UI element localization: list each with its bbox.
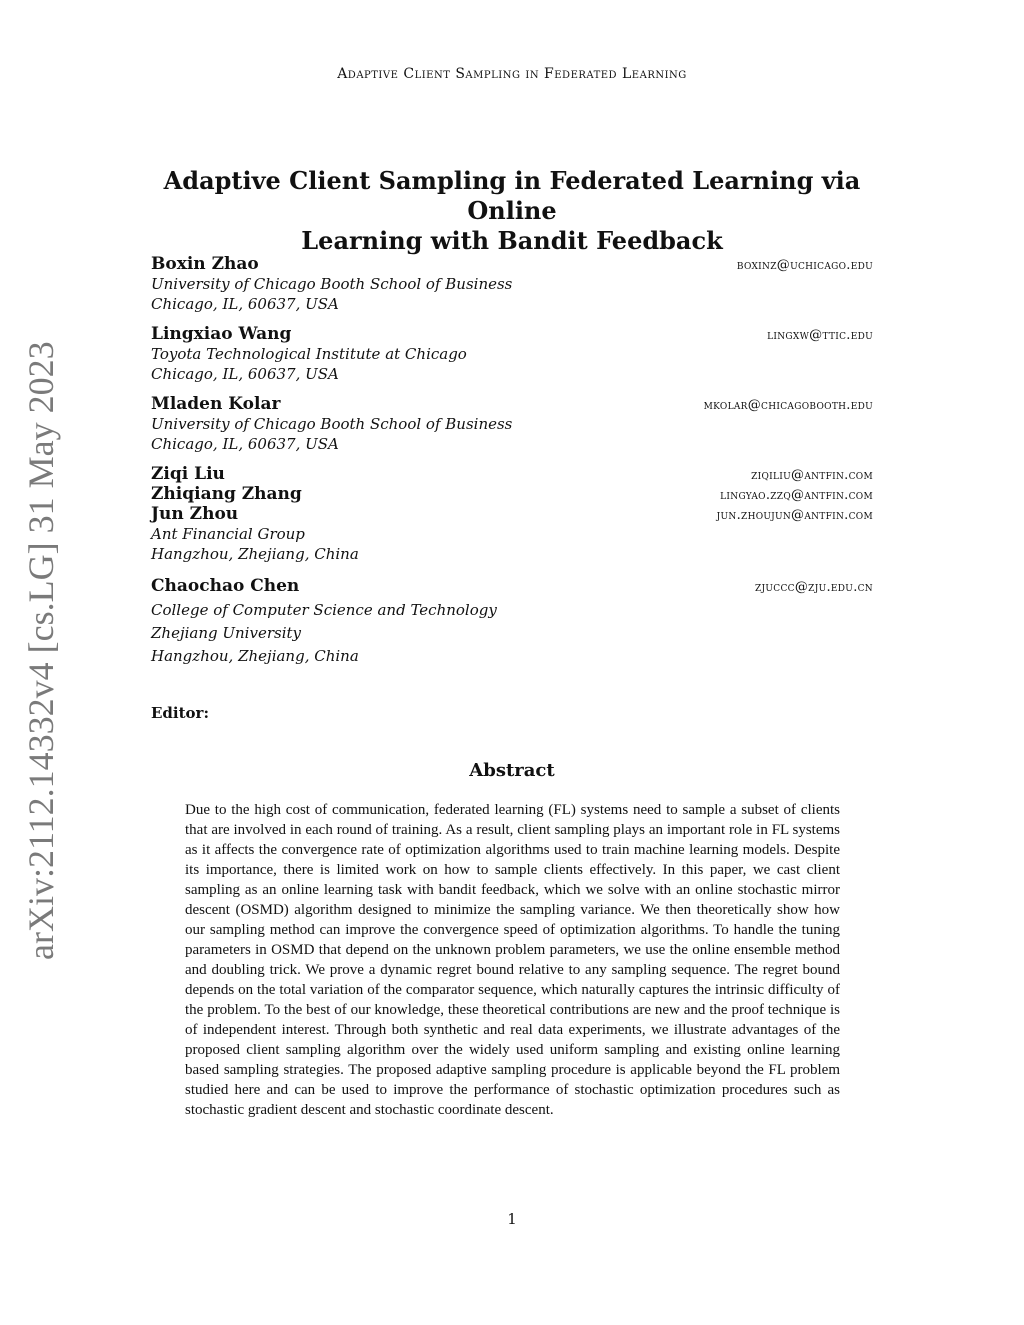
author-name: Lingxiao Wang <box>151 324 292 344</box>
affiliation-line: College of Computer Science and Technology <box>151 601 497 619</box>
affiliation-line: Chicago, IL, 60637, USA <box>151 295 339 313</box>
paper-title <box>120 166 904 256</box>
running-head: Adaptive Client Sampling in Federated Learning <box>337 66 687 82</box>
arxiv-identifier: arXiv:2112.14332v4 [cs.LG] 31 May 2023 <box>21 341 61 960</box>
page-number: 1 <box>507 1210 517 1228</box>
abstract-heading: Abstract <box>469 760 555 781</box>
author-email[interactable]: jun.zhoujun@antfin.com <box>716 508 873 523</box>
author-name: Jun Zhou <box>151 504 239 524</box>
affiliation-line: University of Chicago Booth School of Business <box>151 415 513 433</box>
abstract-text: Due to the high cost of communication, federated learning (FL) systems need to sample a subset of clients that are involved in each round of training. As a result, client sampling plays an important role in FL systems as it affects the convergence rate of optimization algorithms used to train machine learning models. Despite its importance, there is limited work on how to sample clients effectively. In this paper, we cast client sampling as an online learning task with bandit feedback, which we solve with an online stochastic mirror descent (OSMD) algorithm designed to minimize the sampling variance. We then theoretically show how our sampling method can improve the convergence speed of optimization algorithms. To handle the tuning parameters in OSMD that depend on the unknown problem parameters, we use the online ensemble method and doubling trick. We prove a dynamic regret bound relative to any sampling sequence. The regret bound depends on the total variation of the comparator sequence, which naturally captures the intrinsic difficulty of the problem. To the best of our knowledge, these theoretical contributions are new and the proof technique is of independent interest. Through both synthetic and real data experiments, we illustrate advantages of the proposed client sampling algorithm over the widely used uniform sampling and existing online learning based sampling strategies. The proposed adaptive sampling procedure is applicable beyond the FL problem studied here and can be used to improve the performance of stochastic optimization procedures such as stochastic gradient descent and stochastic coordinate descent. <box>185 802 840 1118</box>
author-name: Boxin Zhao <box>151 254 259 274</box>
author-name: Ziqi Liu <box>151 464 225 484</box>
title-line-2: Learning with Bandit Feedback <box>301 226 723 255</box>
affiliation-line: Zhejiang University <box>151 624 301 642</box>
affiliation-line: Ant Financial Group <box>151 525 305 543</box>
affiliation-line: Toyota Technological Institute at Chicago <box>151 345 467 363</box>
author-email[interactable]: zjuccc@zju.edu.cn <box>754 580 873 595</box>
affiliation-line: Hangzhou, Zhejiang, China <box>151 647 359 665</box>
affiliation-line: Hangzhou, Zhejiang, China <box>151 545 359 563</box>
author-entry <box>151 394 873 454</box>
author-entry <box>151 254 873 314</box>
author-email[interactable]: ziqiliu@antfin.com <box>751 468 873 483</box>
author-email[interactable]: mkolar@chicagobooth.edu <box>703 398 873 413</box>
author-entry <box>151 324 873 384</box>
author-email[interactable]: lingyao.zzq@antfin.com <box>720 488 873 503</box>
author-email[interactable]: boxinz@uchicago.edu <box>736 258 873 273</box>
author-email[interactable]: lingxw@ttic.edu <box>767 328 873 343</box>
author-name: Zhiqiang Zhang <box>151 484 302 504</box>
editor-label: Editor: <box>151 704 209 722</box>
author-name: Mladen Kolar <box>151 394 281 414</box>
affiliation-line: Chicago, IL, 60637, USA <box>151 365 339 383</box>
affiliation-line: Chicago, IL, 60637, USA <box>151 435 339 453</box>
author-name: Chaochao Chen <box>151 576 300 596</box>
author-group-ant <box>151 464 873 564</box>
affiliation-line: University of Chicago Booth School of Business <box>151 275 513 293</box>
author-entry <box>151 576 873 668</box>
title-line-1: Adaptive Client Sampling in Federated Learning via Online <box>163 166 861 225</box>
